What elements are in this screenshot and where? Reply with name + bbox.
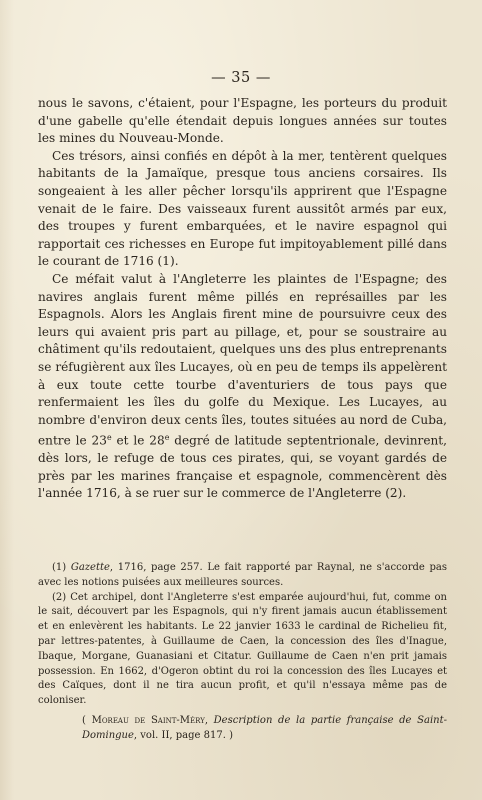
footnote-1-text: , 1716, page 257. Le fait rapporté par Raynal, ne s'accorde pas avec les notions puisées aux meilleures sources. bbox=[38, 562, 447, 588]
footnote-1-marker: (1) bbox=[52, 562, 71, 573]
footnote-1-source: Gazette bbox=[70, 562, 110, 573]
citation bbox=[38, 713, 447, 743]
paragraph-3 bbox=[38, 271, 447, 503]
footnote-1 bbox=[38, 561, 447, 591]
footnotes bbox=[38, 561, 447, 743]
citation-author: Moreau de Saint-Méry bbox=[91, 714, 205, 726]
main-text bbox=[38, 95, 447, 503]
paragraph-2: Ces trésors, ainsi confiés en dépôt à la mer, tentèrent quelques habitants de la Jamaïque, presque tous anciens corsaires. Ils songeaient à les aller pêcher lorsqu'ils apprirent que l'Espagne venait de le faire. Des vaisseaux furent aussitôt armés par eux, des troupes y furent embarquées, et le navire espagnol qui rapportait ces richesses en Europe fut impitoyablement pillé dans le courant de 1716 (1). bbox=[38, 148, 447, 269]
paragraph-3-part-2: et le 28 bbox=[111, 433, 165, 448]
paragraph-1: nous le savons, c'étaient, pour l'Espagne, les porteurs du produit d'une gabelle qu'elle étendait depuis longues années sur toutes les mines du Nouveau-Monde. bbox=[38, 96, 447, 146]
superscript-e: e bbox=[106, 433, 112, 443]
paragraph-3-part-1: Ce méfait valut à l'Angleterre les plaintes de l'Espagne; des navires anglais furent même pillés en représailles par les Espagnols. Alors les Anglais firent mine de poursuivre ceux des leurs qui avaient pris part au pillage, et, pour se soustraire au châtiment qu'ils redoutaient, quelques uns des plus entreprenants se réfugièrent aux îles Lucayes, où en peu de temps ils appelèrent à eux toute cette tourbe d'aventuriers de tous pays que renfermaient les îles du golfe du Mexique. Les Lucayes, au nombre d'environ deux cents îles, toutes situées au nord de Cuba, entre le 23 bbox=[38, 271, 447, 448]
paragraph-3-part-3: degré de latitude septentrionale, devinrent, dès lors, le refuge de tous ces pirates, qui, se voyant gardés de près par les marines française et espagnole, commencèrent dès l'année 1716, à se ruer sur le commerce de l'Angleterre (2). bbox=[38, 433, 447, 501]
superscript-e: e bbox=[164, 433, 170, 443]
citation-open: ( bbox=[82, 714, 92, 726]
citation-rest: , vol. II, page 817. ) bbox=[133, 729, 233, 741]
citation-title: Description de la partie française de Saint-Domingue bbox=[82, 714, 447, 741]
footnote-2: (2) Cet archipel, dont l'Angleterre s'est emparée aujourd'hui, fut, comme on le sait, découvert par les Espagnols, qui n'y firent jamais aucun établissement et en enlevèrent les habitants. Le 22 janvier 1633 le cardinal de Richelieu fit, par lettres-patentes, à Guillaume de Caen, la concession des îles d'Inague, Ibaque, Morgane, Guanasiani et Citatur. Guillaume de Caen n'en prit jamais possession. En 1662, d'Ogeron obtint du roi la concession des îles Lucayes et des Caïques, dont il ne tira aucun profit, et qu'il n'essaya même pas de coloniser. bbox=[38, 591, 447, 707]
citation-separator: , bbox=[204, 714, 214, 726]
page-number: — 35 — bbox=[211, 70, 271, 86]
